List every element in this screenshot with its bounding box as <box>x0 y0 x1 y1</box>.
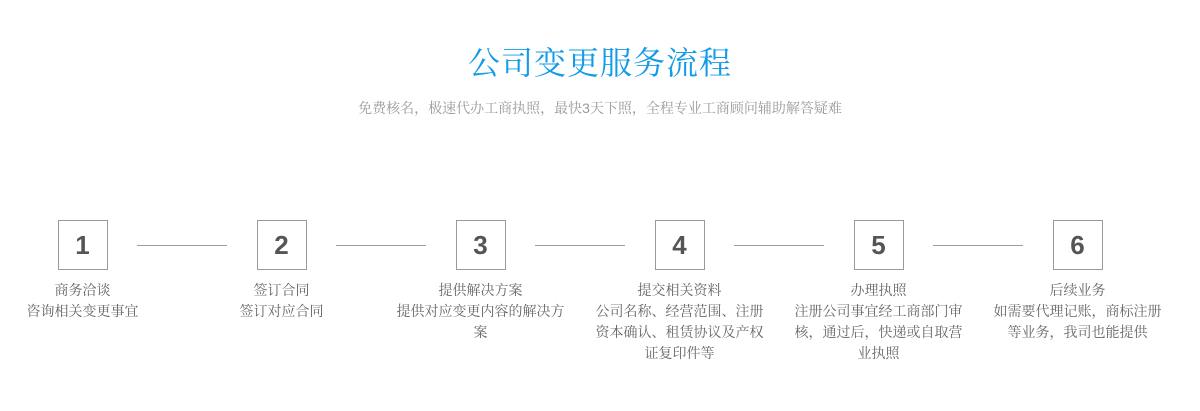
step-number: 1 <box>75 229 90 260</box>
step-item-6 <box>978 220 1177 364</box>
step-description: 签订对应合同 <box>239 303 324 319</box>
step-item-4 <box>580 220 779 364</box>
step-number: 4 <box>672 229 687 260</box>
step-number-box <box>1053 220 1103 270</box>
step-item-3 <box>381 220 580 364</box>
page-subtitle: 免费核名，极速代办工商执照，最快3天下照，全程专业工商顾问辅助解答疑难 <box>358 100 842 116</box>
steps-flow <box>0 220 1177 364</box>
step-item-5 <box>779 220 978 364</box>
step-item-1 <box>0 220 182 364</box>
page-title: 公司变更服务流程 <box>467 45 732 81</box>
step-description: 咨询相关变更事宜 <box>26 303 139 319</box>
step-title: 办理执照 <box>850 282 907 298</box>
step-number-box <box>456 220 506 270</box>
step-description: 提供对应变更内容的解决方案 <box>396 303 565 340</box>
step-number: 2 <box>274 229 289 260</box>
step-number: 3 <box>473 229 488 260</box>
step-item-2 <box>182 220 381 364</box>
step-title: 提供解决方案 <box>438 282 523 298</box>
step-number-box <box>854 220 904 270</box>
step-description: 如需要代理记账，商标注册等业务，我司也能提供 <box>993 303 1162 340</box>
step-title: 签订合同 <box>253 282 310 298</box>
step-number: 6 <box>1070 229 1085 260</box>
step-number-box <box>257 220 307 270</box>
step-description: 公司名称、经营范围、注册资本确认、租赁协议及产权证复印件等 <box>595 303 764 361</box>
step-number-box <box>655 220 705 270</box>
step-number: 5 <box>871 229 886 260</box>
step-number-box <box>58 220 108 270</box>
step-title: 提交相关资料 <box>637 282 722 298</box>
step-description: 注册公司事宜经工商部门审核，通过后，快递或自取营业执照 <box>794 303 963 361</box>
step-title: 后续业务 <box>1049 282 1106 298</box>
step-title: 商务洽谈 <box>54 282 111 298</box>
